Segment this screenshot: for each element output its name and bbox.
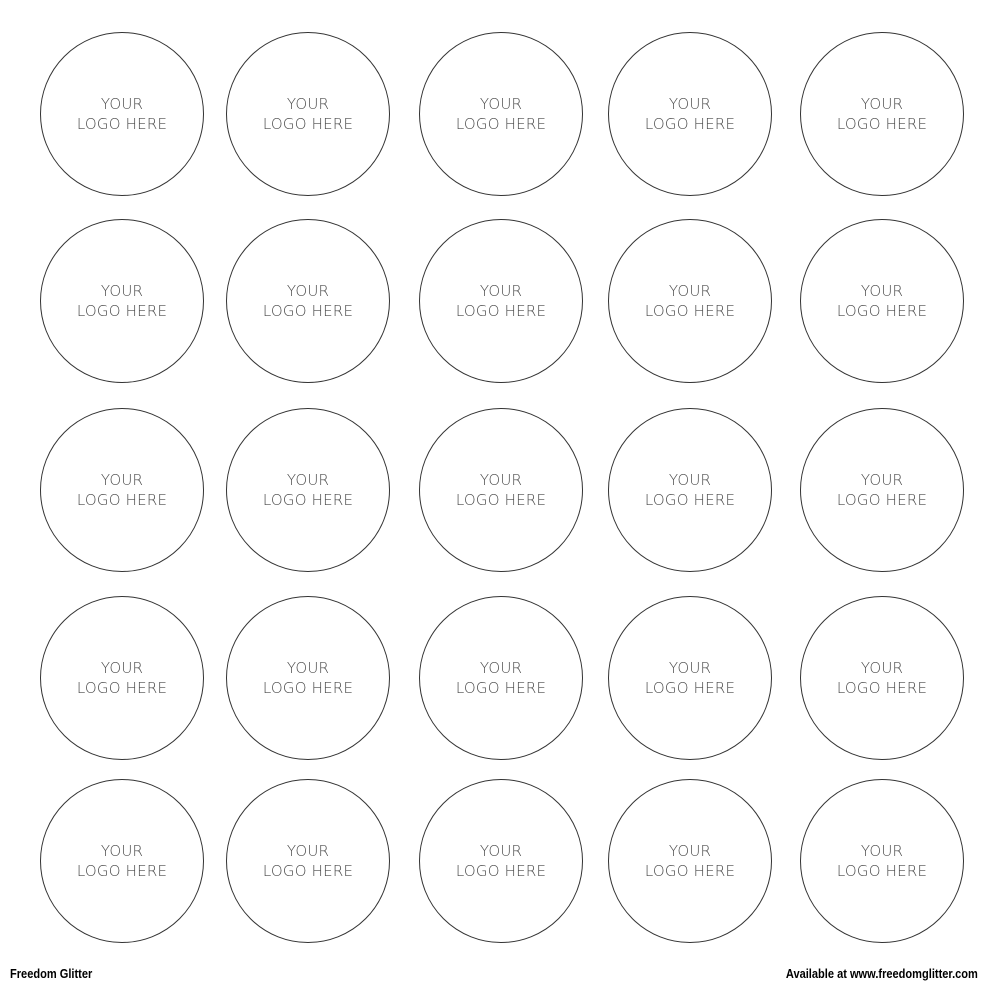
placeholder-line-1: YOUR xyxy=(286,471,330,489)
placeholder-line-2: LOGO HERE xyxy=(836,862,928,880)
placeholder-line-2: LOGO HERE xyxy=(262,491,354,509)
placeholder-line-2: LOGO HERE xyxy=(836,679,928,697)
logo-placeholder-circle xyxy=(419,779,583,943)
logo-placeholder-circle xyxy=(40,596,204,760)
logo-placeholder-circle xyxy=(226,779,390,943)
placeholder-line-1: YOUR xyxy=(668,842,712,860)
placeholder-line-2: LOGO HERE xyxy=(76,862,168,880)
logo-placeholder-circle xyxy=(40,219,204,383)
placeholder-line-2: LOGO HERE xyxy=(262,115,354,133)
placeholder-line-1: YOUR xyxy=(479,659,523,677)
logo-placeholder-circle xyxy=(40,779,204,943)
placeholder-line-2: LOGO HERE xyxy=(836,491,928,509)
logo-placeholder-circle xyxy=(419,32,583,196)
placeholder-line-2: LOGO HERE xyxy=(262,862,354,880)
logo-placeholder-circle xyxy=(419,219,583,383)
placeholder-line-1: YOUR xyxy=(860,659,904,677)
placeholder-line-2: LOGO HERE xyxy=(455,679,547,697)
logo-placeholder-circle xyxy=(226,596,390,760)
footer-brand: Freedom Glitter xyxy=(10,966,93,981)
logo-placeholder-circle xyxy=(608,32,772,196)
placeholder-line-1: YOUR xyxy=(668,282,712,300)
logo-placeholder-circle xyxy=(800,408,964,572)
placeholder-line-2: LOGO HERE xyxy=(262,302,354,320)
placeholder-line-2: LOGO HERE xyxy=(644,302,736,320)
placeholder-line-1: YOUR xyxy=(479,842,523,860)
logo-placeholder-circle xyxy=(40,32,204,196)
placeholder-line-2: LOGO HERE xyxy=(76,679,168,697)
logo-placeholder-circle xyxy=(608,219,772,383)
placeholder-line-2: LOGO HERE xyxy=(455,491,547,509)
logo-placeholder-circle xyxy=(608,408,772,572)
placeholder-line-2: LOGO HERE xyxy=(644,115,736,133)
logo-placeholder-circle xyxy=(419,408,583,572)
logo-placeholder-circle xyxy=(226,219,390,383)
logo-placeholder-circle xyxy=(800,32,964,196)
logo-placeholder-circle xyxy=(226,408,390,572)
placeholder-line-1: YOUR xyxy=(860,282,904,300)
logo-placeholder-circle xyxy=(608,779,772,943)
placeholder-line-1: YOUR xyxy=(479,95,523,113)
logo-placeholder-circle xyxy=(40,408,204,572)
placeholder-line-1: YOUR xyxy=(286,95,330,113)
placeholder-line-2: LOGO HERE xyxy=(455,302,547,320)
placeholder-line-1: YOUR xyxy=(286,282,330,300)
placeholder-line-1: YOUR xyxy=(479,471,523,489)
logo-placeholder-circle xyxy=(800,596,964,760)
placeholder-line-2: LOGO HERE xyxy=(455,115,547,133)
logo-placeholder-circle xyxy=(608,596,772,760)
placeholder-line-1: YOUR xyxy=(100,471,144,489)
logo-placeholder-circle xyxy=(226,32,390,196)
placeholder-line-1: YOUR xyxy=(100,95,144,113)
placeholder-line-1: YOUR xyxy=(479,282,523,300)
placeholder-line-1: YOUR xyxy=(286,842,330,860)
placeholder-line-2: LOGO HERE xyxy=(76,115,168,133)
placeholder-line-1: YOUR xyxy=(860,842,904,860)
placeholder-line-2: LOGO HERE xyxy=(76,491,168,509)
placeholder-line-1: YOUR xyxy=(668,95,712,113)
placeholder-line-2: LOGO HERE xyxy=(836,115,928,133)
logo-placeholder-circle xyxy=(419,596,583,760)
placeholder-line-1: YOUR xyxy=(668,659,712,677)
placeholder-line-1: YOUR xyxy=(860,95,904,113)
placeholder-line-2: LOGO HERE xyxy=(455,862,547,880)
placeholder-line-2: LOGO HERE xyxy=(262,679,354,697)
placeholder-line-2: LOGO HERE xyxy=(644,862,736,880)
placeholder-line-1: YOUR xyxy=(100,282,144,300)
placeholder-line-2: LOGO HERE xyxy=(76,302,168,320)
placeholder-line-2: LOGO HERE xyxy=(836,302,928,320)
placeholder-line-1: YOUR xyxy=(286,659,330,677)
placeholder-line-2: LOGO HERE xyxy=(644,491,736,509)
placeholder-line-1: YOUR xyxy=(860,471,904,489)
placeholder-line-1: YOUR xyxy=(668,471,712,489)
logo-placeholder-circle xyxy=(800,779,964,943)
placeholder-line-2: LOGO HERE xyxy=(644,679,736,697)
placeholder-line-1: YOUR xyxy=(100,659,144,677)
logo-placeholder-circle xyxy=(800,219,964,383)
footer-availability: Available at www.freedomglitter.com xyxy=(786,966,978,981)
placeholder-line-1: YOUR xyxy=(100,842,144,860)
